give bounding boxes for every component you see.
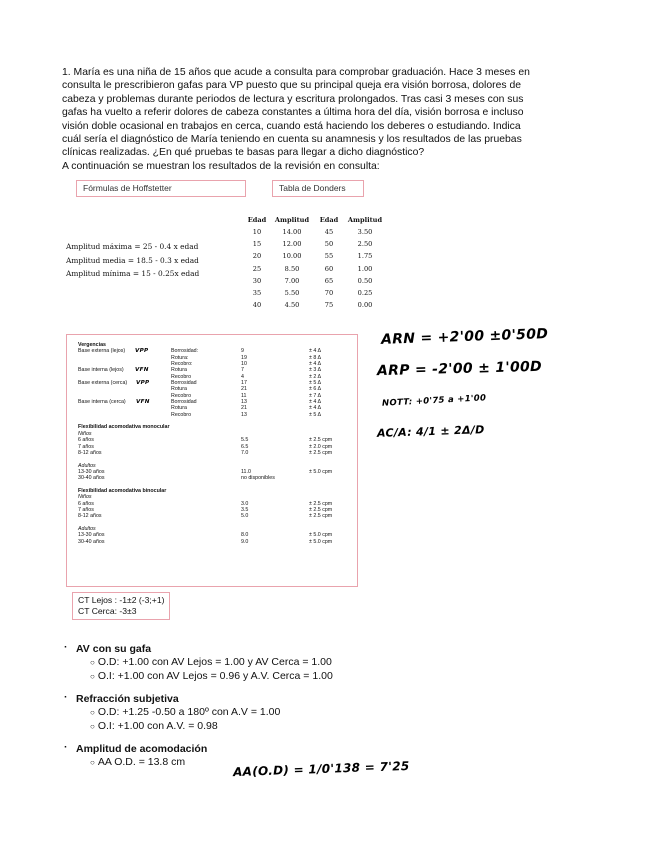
cell: ± 4 Δ [309, 348, 322, 355]
cell: ± 2.5 cpm [309, 500, 333, 507]
cell: 30-40 años [78, 475, 105, 482]
circle-bullet-icon: ○ [90, 658, 95, 667]
donders-table [243, 213, 385, 311]
cell: 21 [241, 405, 247, 412]
cell: 30-40 años [78, 538, 105, 545]
cell: 4 [241, 373, 244, 380]
table-row [243, 263, 385, 275]
list-subitem [76, 720, 333, 734]
question-line: gafas ha vuelto a referir dolores de cabeza constantes a última hora del día, visión borrosa e incluso [62, 107, 524, 119]
cell: Recobro [171, 373, 192, 380]
cell: 55 [324, 252, 334, 261]
cell: ± 4 Δ [309, 361, 322, 368]
cell: Rotura [171, 386, 187, 393]
cell: 10 [241, 361, 247, 368]
adults-label: Adultos [78, 462, 96, 469]
cell: 5.0 [241, 513, 249, 520]
list-subitem [76, 656, 333, 670]
circle-bullet-icon: ○ [90, 721, 95, 731]
cell: 13 [241, 399, 247, 406]
cell: Borrosidad [171, 399, 197, 406]
donders-header [243, 213, 385, 226]
cell: 5.50 [284, 289, 300, 298]
question-line: 1. María es una niña de 15 años que acude a consulta para comprobar graduación. Hace 3 meses en [62, 67, 530, 78]
cell: ± 3 Δ [309, 367, 322, 374]
circle-bullet-icon: ○ [90, 758, 95, 767]
results-list [62, 642, 333, 779]
ct-lejos: CT Lejos : -1±2 (-3;+1) [78, 595, 165, 605]
cell: 0.50 [357, 276, 373, 285]
cell: Recobro [171, 392, 192, 399]
table-row [243, 226, 385, 238]
cell: 50 [324, 240, 334, 249]
cell: Borrosidad: [171, 348, 199, 355]
cell: 4.50 [284, 301, 300, 310]
cell: 7.00 [284, 276, 300, 285]
cell: 2.50 [357, 240, 373, 249]
handwritten-nott: NOTT: +0'75 a +1'00 [381, 393, 487, 409]
result-value: O.D: +1.00 con AV Lejos = 1.00 y AV Cerca = 1.00 [97, 656, 332, 668]
cell: Rotura [171, 367, 187, 374]
cell: 13-30 años [78, 468, 105, 475]
cell: ± 5.0 cpm [309, 538, 333, 545]
cell: 7 [241, 367, 244, 374]
table-row [78, 539, 348, 545]
ct-cerca: CT Cerca: -3±3 [78, 606, 137, 616]
result-heading: Refracción subjetiva [76, 693, 179, 705]
cell: 1.75 [357, 252, 373, 261]
cell: ± 5.0 cpm [309, 532, 333, 539]
list-item [62, 692, 333, 733]
formula-min: Amplitud mínima = 15 - 0.25x edad [66, 269, 200, 278]
cell: 3.5 [241, 506, 249, 513]
cell: 6.5 [241, 443, 249, 450]
cell: Recobro [171, 411, 192, 418]
cell: 70 [324, 289, 334, 298]
table-row [243, 299, 385, 311]
handwritten-arp: ARP = -2'00 ± 1'00D [376, 358, 543, 380]
clinical-norms-table [78, 342, 348, 545]
table-row [243, 250, 385, 262]
cell: 14.00 [282, 228, 302, 237]
question-line: cabeza y problemas durante periodos de lectura y escritura prolongados. Tras casi 3 meses con sus [62, 93, 524, 105]
cell: 0.25 [357, 289, 373, 298]
cell: Borrosidad [171, 380, 197, 387]
flex-mono-title: Flexibilidad acomodativa monocular [78, 424, 170, 431]
hoffstetter-title: Fórmulas de Hoffstetter [76, 180, 246, 197]
cell: no disponibles [241, 475, 275, 482]
cell: 75 [324, 301, 334, 310]
children-label: Niños [78, 430, 92, 437]
result-value: AA O.D. = 13.8 cm [97, 756, 186, 768]
formula-mean: Amplitud media = 18.5 - 0.3 x edad [66, 255, 199, 265]
table-row [243, 238, 385, 250]
vergencias-title: Vergencias [78, 342, 106, 348]
col-header: Amplitud [347, 215, 383, 224]
cell: 5.5 [241, 437, 249, 444]
cell: ± 6 Δ [309, 386, 322, 393]
cell: ± 7 Δ [309, 392, 322, 399]
handwritten-aca: AC/A: 4/1 ± 2Δ/D [376, 423, 485, 440]
cell: 7 años [78, 506, 94, 513]
children-label: Niños [78, 494, 92, 501]
cell: 8.50 [284, 264, 300, 273]
cell: Base externa (lejos) [78, 348, 126, 355]
result-heading: Amplitud de acomodación [76, 743, 208, 755]
donders-title: Tabla de Donders [272, 180, 364, 197]
cell: 3.0 [241, 500, 249, 507]
formula-max: Amplitud máxima = 25 - 0.4 x edad [66, 242, 199, 251]
cell: 9 [241, 348, 244, 355]
handwritten-arn: ARN = +2'00 ±0'50D [380, 326, 549, 348]
list-subitem [76, 706, 333, 720]
col-header: Amplitud [274, 215, 310, 224]
cell: 21 [241, 386, 247, 393]
bullet-icon: · [64, 641, 68, 653]
cell: 45 [324, 228, 334, 237]
annotation-vpp: VPP [135, 348, 149, 355]
cell: 9.0 [241, 538, 249, 545]
list-item [62, 642, 333, 683]
list-subitem [76, 670, 333, 684]
question-paragraph [62, 66, 582, 173]
cell: 19 [241, 354, 247, 361]
cell: 7.0 [241, 449, 249, 456]
annotation-vfn: VFN [135, 367, 149, 374]
col-header: Edad [319, 215, 339, 224]
cell: ± 2 Δ [309, 373, 322, 380]
cell: 12.00 [282, 240, 302, 249]
cell: Base externa (cerca) [78, 380, 128, 387]
cell: 10.00 [282, 252, 302, 261]
cell: 15 [252, 240, 262, 249]
result-heading: AV con su gafa [76, 643, 152, 655]
cell: 11 [241, 392, 247, 399]
cell: 17 [241, 380, 247, 387]
cell: 25 [252, 264, 262, 273]
bullet-icon: · [64, 691, 68, 703]
cell: 0.00 [357, 301, 373, 310]
question-line: cuál sería el diagnóstico de María teniendo en cuenta su anamnesis y los resultados de las pruebas [62, 134, 522, 146]
cell: Base interna (lejos) [78, 367, 124, 374]
question-line: consulta le prescribieron gafas para VP puesto que su principal queja era visión borrosa, dolores de [62, 80, 522, 92]
question-line: A continuación se muestran los resultados de la revisión en consulta: [62, 160, 380, 172]
cell: 60 [324, 264, 334, 273]
table-row [243, 275, 385, 287]
handwritten-aa: AA(O.D) = 1/0'138 = 7'25 [232, 758, 410, 780]
cell: Recobro: [171, 361, 193, 368]
annotation-vpp: VPP [136, 380, 150, 387]
cell: ± 4 Δ [309, 405, 322, 412]
cell: Base interna (cerca) [78, 399, 126, 406]
hoffstetter-formulas [66, 240, 199, 281]
bullet-icon: · [64, 741, 68, 753]
cell: 3.50 [357, 228, 373, 237]
table-row [243, 287, 385, 299]
cell: 65 [324, 276, 334, 285]
cell: 8-12 años [78, 449, 102, 456]
cell: 8-12 años [78, 513, 102, 520]
cell: 35 [252, 289, 262, 298]
result-value: O.I: +1.00 con AV Lejos = 0.96 y A.V. Cerca = 1.00 [97, 669, 333, 682]
cell: 13 [241, 411, 247, 418]
cell: ± 5 Δ [309, 380, 322, 387]
cell: 6 años [78, 500, 94, 507]
cell: ± 2.5 cpm [309, 437, 333, 444]
cell: ± 2.5 cpm [309, 449, 333, 456]
cell: ± 2.5 cpm [309, 506, 333, 513]
cell: Rotura: [171, 354, 189, 361]
cell: 6 años [78, 437, 94, 444]
cell: Rotura [171, 405, 187, 412]
annotation-vfn: VFN [136, 399, 150, 406]
circle-bullet-icon: ○ [90, 671, 95, 681]
cell: 40 [252, 301, 262, 310]
question-line: visión doble ocasional en trabajos en cerca, cuando está haciendo los deberes o estudiando. Indica [62, 120, 521, 132]
cell: 7 años [78, 443, 94, 450]
col-header: Edad [247, 215, 267, 224]
cell: 1.00 [357, 264, 373, 273]
cover-test-box [72, 592, 170, 620]
cell: 11.0 [241, 468, 251, 475]
cell: 20 [252, 252, 262, 261]
adults-label: Adultos [78, 525, 96, 532]
result-value: O.D: +1.25 -0.50 a 180º con A.V = 1.00 [97, 706, 281, 718]
cell: ± 8 Δ [309, 354, 322, 361]
result-value: O.I: +1.00 con A.V. = 0.98 [97, 719, 218, 732]
cell: ± 5.0 cpm [309, 468, 333, 475]
cell: 30 [252, 276, 262, 285]
cell: ± 2.5 cpm [309, 513, 333, 520]
cell: 10 [252, 228, 262, 237]
circle-bullet-icon: ○ [90, 708, 95, 717]
cell: 8.0 [241, 532, 249, 539]
flex-bino-title: Flexibilidad acomodativa binocular [78, 487, 167, 494]
cell: ± 4 Δ [309, 399, 322, 406]
question-line: clínicas realizadas. ¿En qué pruebas te basas para llegar a dicho diagnóstico? [62, 147, 425, 159]
cell: ± 2.0 cpm [309, 443, 333, 450]
cell: ± 5 Δ [309, 411, 322, 418]
cell: 13-30 años [78, 532, 105, 539]
